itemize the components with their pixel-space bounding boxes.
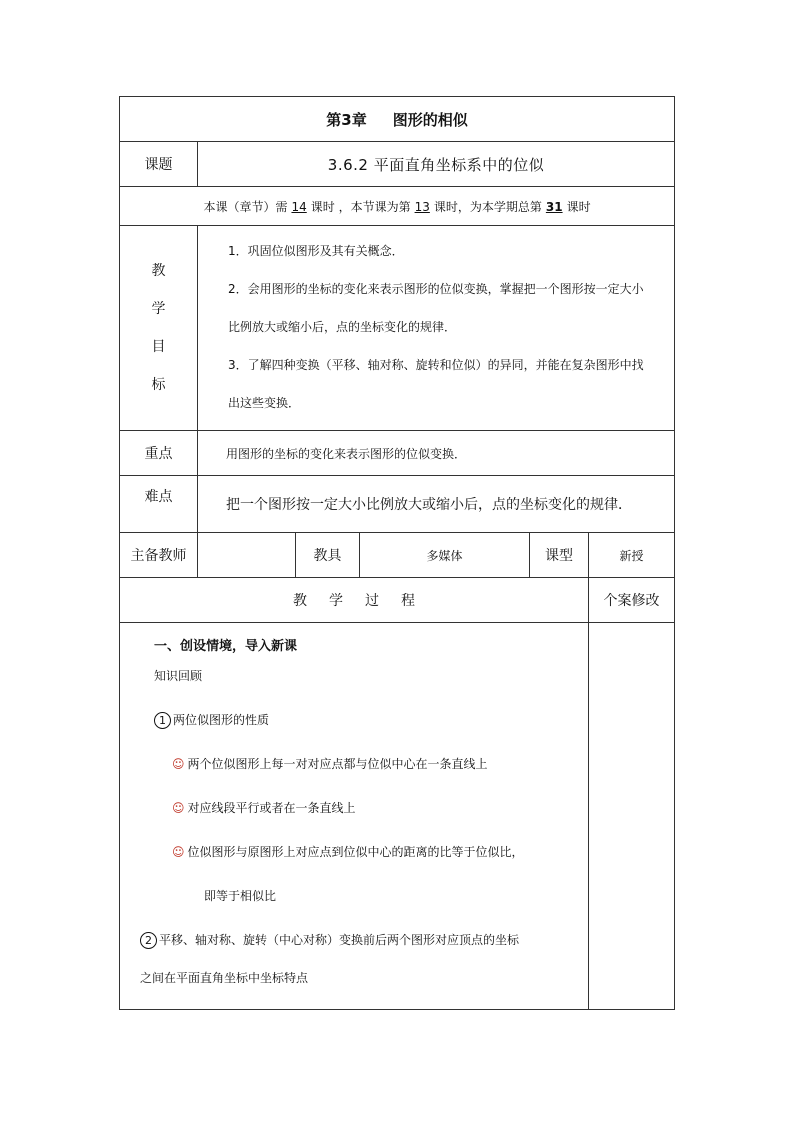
process-header-row (120, 578, 675, 623)
key-point-row (120, 431, 675, 476)
chapter-row (120, 97, 675, 142)
lesson-plan-table (119, 96, 675, 1010)
goal-item: 1．巩固位似图形及其有关概念． (228, 244, 404, 258)
goals-row (120, 226, 675, 431)
difficulty-text: 把一个图形按一定大小比例放大或缩小后，点的坐标变化的规律． (198, 476, 675, 533)
teacher-label: 主备教师 (120, 533, 198, 578)
topic-text: 3.6.2 平面直角坐标系中的位似 (198, 142, 675, 187)
key-point-label: 重点 (120, 431, 198, 476)
lesson-plan-sheet (119, 96, 674, 1010)
chapter-number: 第3章 (326, 110, 367, 129)
teacher-value (198, 533, 296, 578)
tools-label: 教具 (296, 533, 360, 578)
smiley-bullet-icon: ☺ (172, 757, 185, 771)
chapter-title (120, 97, 675, 142)
list-item: ☺ 两个位似图形上每一对对应点都与位似中心在一条直线上 (172, 757, 488, 771)
hours-row (120, 187, 675, 226)
list-item-continuation: 之间在平面直角坐标中坐标特点 (140, 971, 309, 985)
difficulty-row (120, 476, 675, 533)
semester-hour: 31 (545, 199, 563, 214)
topic-row (120, 142, 675, 187)
list-item: 1 两位似图形的性质 (154, 698, 588, 742)
goals-label: 教 学 目 标 (120, 226, 198, 431)
chapter-name: 图形的相似 (392, 110, 468, 129)
smiley-bullet-icon: ☺ (172, 801, 185, 815)
process-content (120, 623, 589, 1010)
revision-heading: 个案修改 (589, 578, 675, 623)
total-hours: 14 (291, 199, 307, 214)
circled-number: 1 (154, 712, 171, 729)
meta-row (120, 533, 675, 578)
goal-item: 3．了解四种变换（平移、轴对称、旋转和位似）的异同，并能在复杂图形中找出这些变换． (228, 358, 644, 410)
process-body-row (120, 623, 675, 1010)
list-item: 2 平移、轴对称、旋转（中心对称）变换前后两个图形对应顶点的坐标 (140, 918, 588, 962)
circled-number: 2 (140, 932, 157, 949)
review-label: 知识回顾 (154, 669, 203, 683)
difficulty-label: 难点 (120, 476, 198, 533)
process-heading: 教学过程 (120, 578, 589, 623)
key-point-text: 用图形的坐标的变化来表示图形的位似变换． (198, 431, 675, 476)
type-label: 课型 (530, 533, 589, 578)
list-item: ☺ 位似图形与原图形上对应点到位似中心的距离的比等于位似比， (172, 845, 524, 859)
topic-label: 课题 (120, 142, 198, 187)
hours-info: 本课（章节）需 14 课时 ，本节课为第 13 课时，为本学期总第 31 课时 (120, 187, 675, 226)
goal-item: 2．会用图形的坐标的变化来表示图形的位似变换，掌握把一个图形按一定大小比例放大或缩小后，点的坐标变化的规律． (228, 282, 644, 334)
revision-cell (589, 623, 675, 1010)
current-hour: 13 (414, 199, 430, 214)
tools-value: 多媒体 (360, 533, 530, 578)
list-item: ☺ 对应线段平行或者在一条直线上 (172, 801, 356, 815)
list-item-continuation: 即等于相似比 (204, 889, 277, 903)
smiley-bullet-icon: ☺ (172, 845, 185, 859)
type-value: 新授 (589, 533, 675, 578)
section-heading: 一、创设情境，导入新课 (154, 639, 298, 654)
goals-text (198, 226, 675, 431)
